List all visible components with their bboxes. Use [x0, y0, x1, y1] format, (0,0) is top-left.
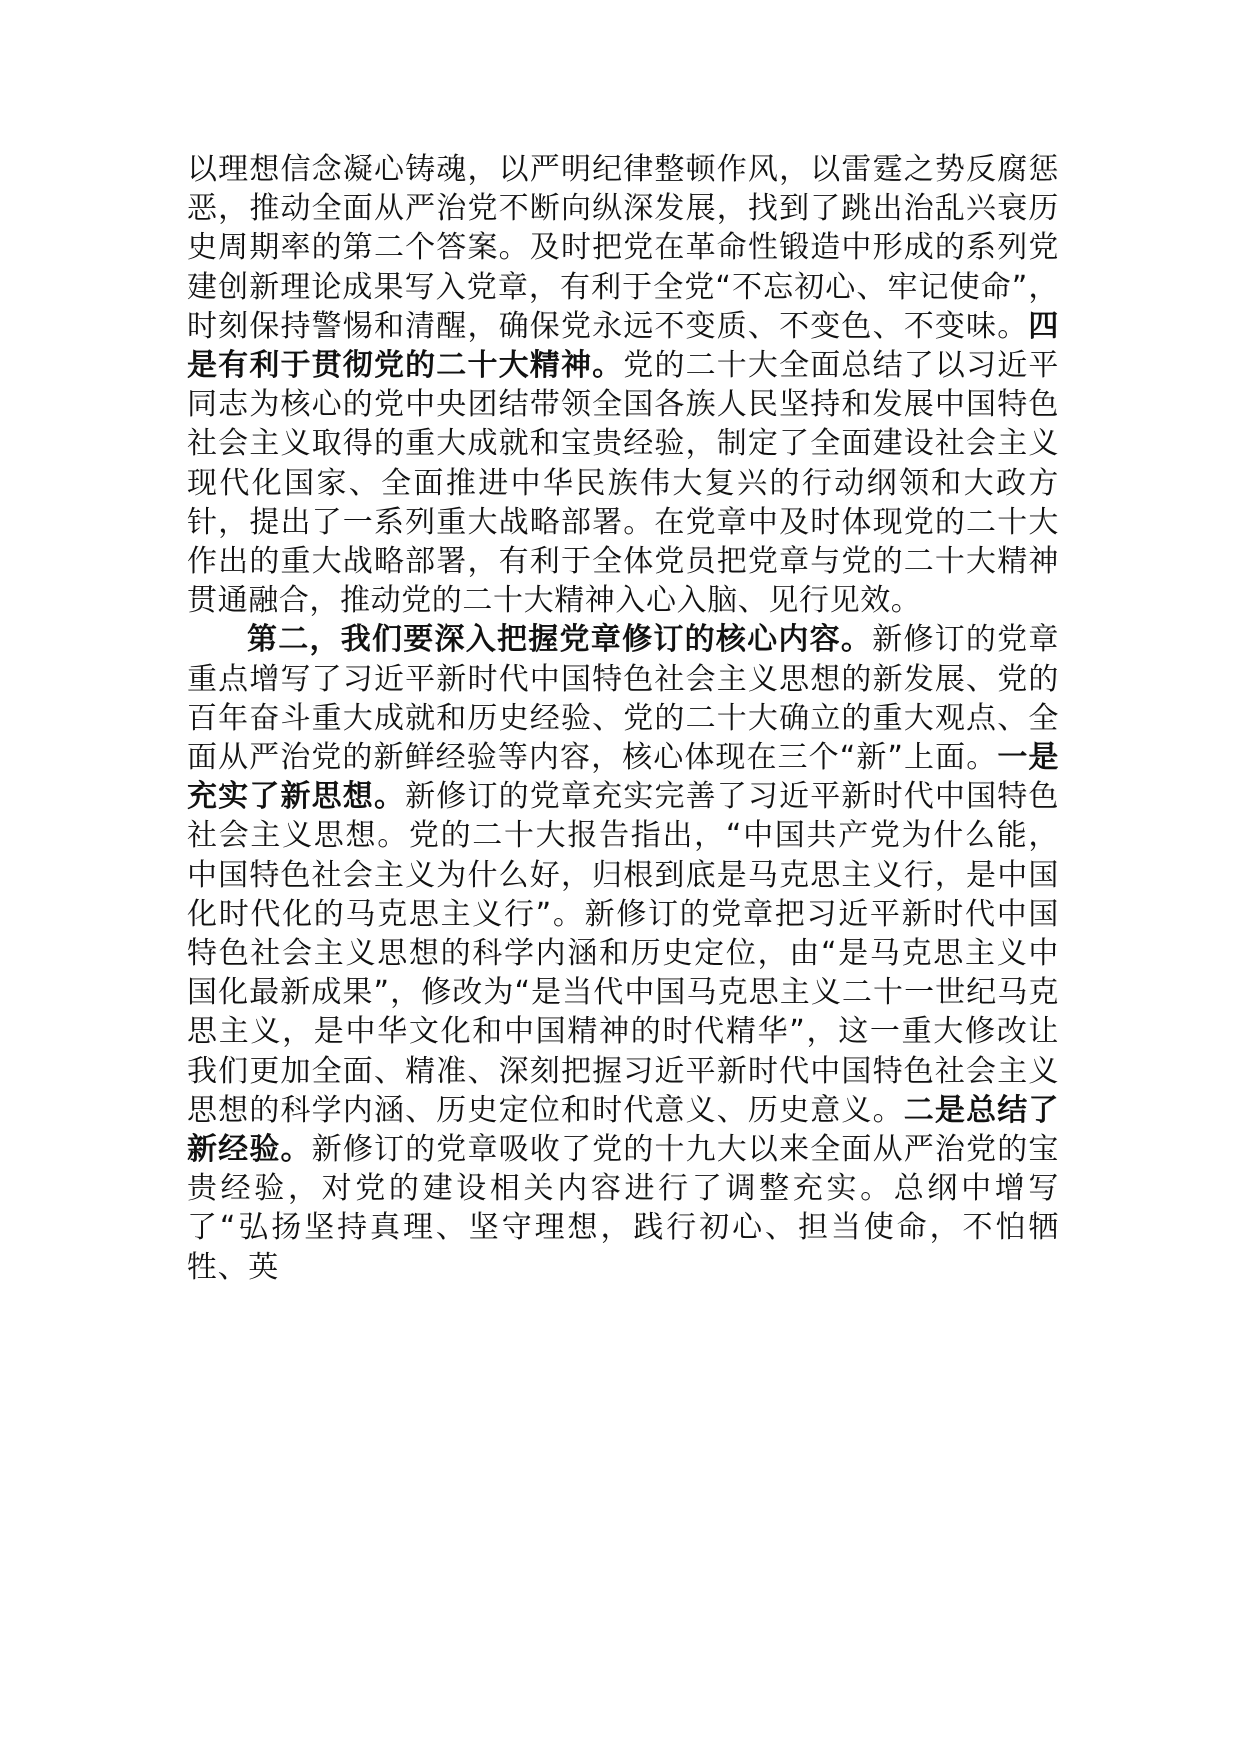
paragraph2-text-3: 新修订的党章吸收了党的十九大以来全面从严治党的宝贵经验，对党的建设相关内容进行了调整充实。总纲中增写了“弘扬坚持真理、坚守理想，践行初心、担当使命，不怕牺牲、英 [187, 1132, 1059, 1285]
paragraph-continuation [187, 150, 1059, 620]
paragraph2-bold-point-one: 一是充实了新思想。 [187, 740, 1059, 815]
paragraph2-bold-point-two: 二是总结了新经验。 [187, 1092, 1059, 1168]
document-page [187, 150, 1059, 1287]
paragraph-second-section [187, 620, 1059, 1286]
paragraph2-bold-heading: 第二，我们要深入把握党章修订的核心内容。 [247, 622, 873, 658]
paragraph2-text-2: 新修订的党章充实完善了习近平新时代中国特色社会主义思想。党的二十大报告指出，“中国共产党为什么能，中国特色社会主义为什么好，归根到底是马克思主义行，是中国化时代化的马克思主义行”。新修订的党章把习近平新时代中国特色社会主义思想的科学内涵和历史定位，由“是马克思主义中国化最新成果”，修改为“是当代中国马克思主义二十一世纪马克思主义，是中华文化和中国精神的时代精华”，这一重大修改让我们更加全面、精准、深刻把握习近平新时代中国特色社会主义思想的科学内涵、历史定位和时代意义、历史意义。 [187, 779, 1059, 1128]
paragraph1-text-1: 以理想信念凝心铸魂，以严明纪律整顿作风，以雷霆之势反腐惩恶，推动全面从严治党不断向纵深发展，找到了跳出治乱兴衰历史周期率的第二个答案。及时把党在革命性锻造中形成的系列党建创新理论成果写入党章，有利于全党“不忘初心、牢记使命”，时刻保持警惕和清醒，确保党永远不变质、不变色、不变味。 [187, 152, 1059, 344]
paragraph1-bold-point-four: 四是有利于贯彻党的二十大精神。 [187, 308, 1059, 384]
paragraph2-text-1: 新修订的党章重点增写了习近平新时代中国特色社会主义思想的新发展、党的百年奋斗重大成就和历史经验、党的二十大确立的重大观点、全面从严治党的新鲜经验等内容，核心体现在三个“新”上面。 [187, 622, 1060, 776]
paragraph1-text-2: 党的二十大全面总结了以习近平同志为核心的党中央团结带领全国各族人民坚持和发展中国特色社会主义取得的重大成就和宝贵经验，制定了全面建设社会主义现代化国家、全面推进中华民族伟大复兴的行动纲领和大政方针，提出了一系列重大战略部署。在党章中及时体现党的二十大作出的重大战略部署，有利于全体党员把党章与党的二十大精神贯通融合，推动党的二十大精神入心入脑、见行见效。 [187, 348, 1059, 619]
